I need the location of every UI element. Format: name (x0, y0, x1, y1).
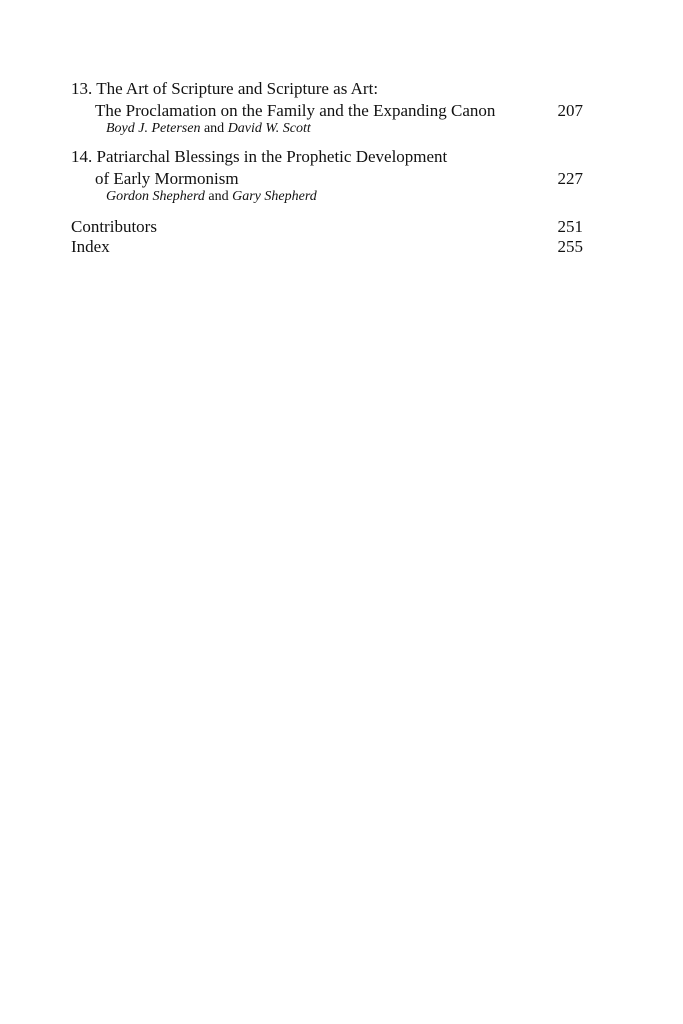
author-name: Boyd J. Petersen (106, 121, 201, 136)
toc-entry-title-line (71, 78, 583, 100)
chapter-title-line-1: 14. Patriarchal Blessings in the Prophetic Development (71, 147, 448, 166)
toc-entry-contributors (71, 217, 583, 237)
toc-entry-14 (71, 146, 583, 205)
page-number: 227 (557, 169, 583, 188)
author-connector: and (208, 189, 229, 204)
toc-entry-index (71, 237, 583, 257)
table-of-contents (71, 78, 583, 257)
author-name: Gordon Shepherd (106, 189, 205, 204)
page-number: 251 (557, 217, 583, 236)
author-name: Gary Shepherd (232, 189, 317, 204)
author-name: David W. Scott (227, 121, 311, 136)
page-number: 255 (557, 237, 583, 256)
chapter-authors (71, 188, 583, 205)
toc-entry-title-line (71, 100, 583, 122)
toc-entry-13 (71, 78, 583, 137)
author-connector: and (203, 121, 225, 136)
chapter-authors (71, 120, 583, 137)
back-matter (71, 217, 583, 257)
page-number: 207 (557, 101, 583, 120)
chapter-title-line-1: 13. The Art of Scripture and Scripture as Art: (71, 79, 379, 98)
section-label: Contributors (71, 217, 157, 236)
chapter-title-line-2: of Early Mormonism (95, 169, 239, 188)
toc-entry-title-line (71, 168, 583, 190)
section-label: Index (71, 237, 110, 256)
chapter-title-line-2: The Proclamation on the Family and the Expanding Canon (95, 101, 496, 120)
toc-entry-title-line (71, 146, 583, 168)
